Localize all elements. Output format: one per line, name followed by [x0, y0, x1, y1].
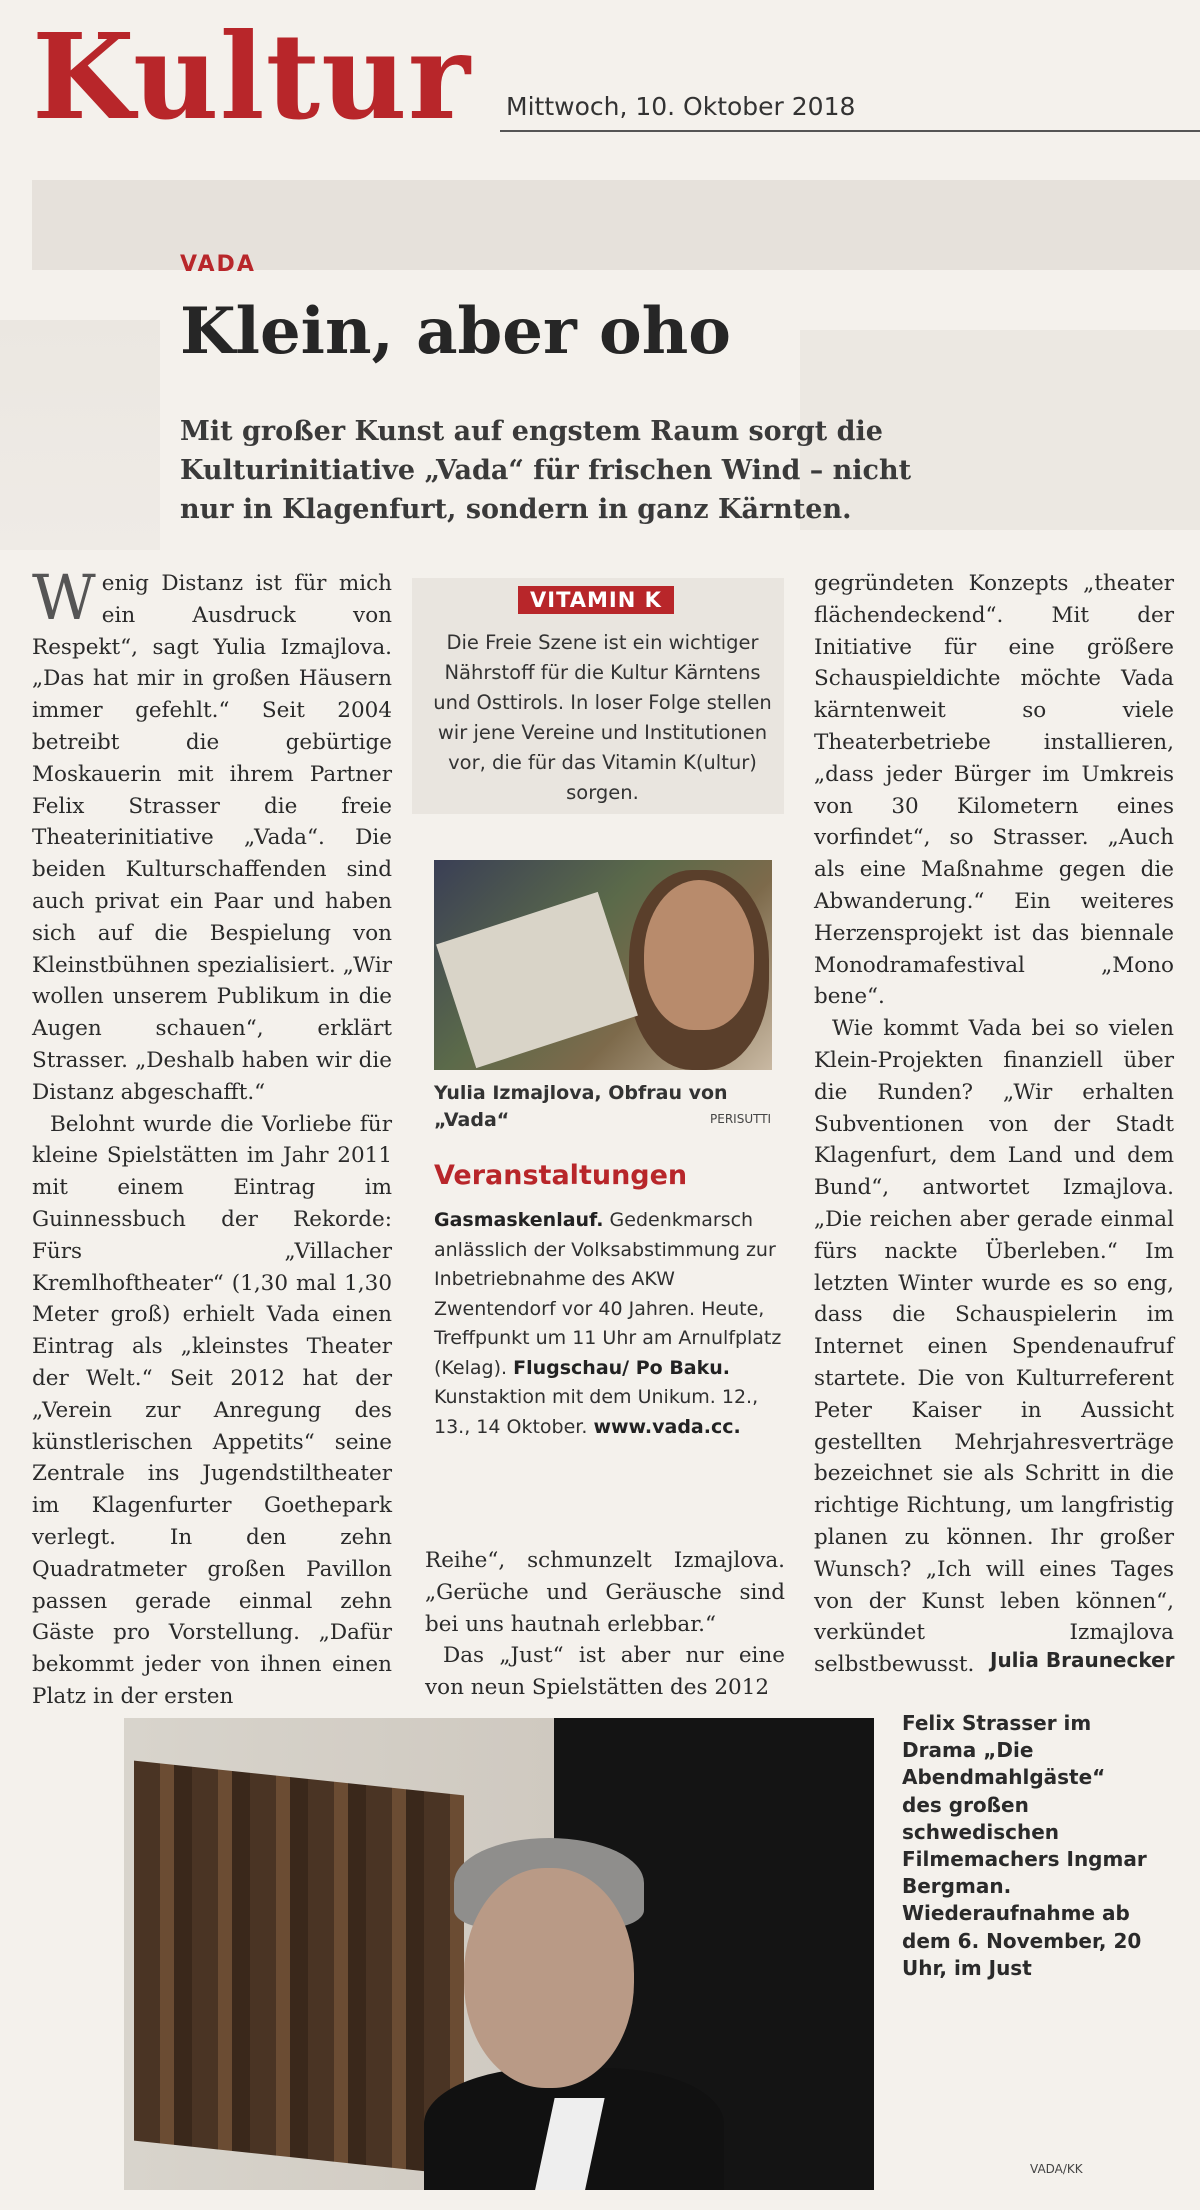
photo2-credit: VADA/KK	[1030, 2162, 1083, 2176]
event-2-link[interactable]: www.vada.cc.	[593, 1415, 741, 1438]
event-1-name: Gasmaskenlauf.	[434, 1209, 604, 1231]
photo1-caption: Yulia Izmajlova, Obfrau von „Vada“	[434, 1082, 728, 1131]
col1-paragraph-2: Belohnt wurde die Vorliebe für kleine Spielstätten im Jahr 2011 mit einem Eintrag im Guinnessbuch der Rekorde: Fürs „Villacher Kremlhoftheater“ (1,30 mal 1,30 Meter groß) erhielt Vada einen Eintrag als „kleinstes Theater der Welt.“ Seit 2012 hat der „Verein zur Anregung des künstlerischen Appetits“ seine Zentrale ins Jugendstiltheater im Klagenfurter Goethepark verlegt. In den zehn Quadratmeter großen Pavillon passen gerade einmal zehn Gäste pro Vorstellung. „Dafür bekommt jeder von ihnen einen Platz in der ersten	[32, 1111, 392, 1709]
col3-paragraph-1: gegründeten Konzepts „theater flächendeckend“. Mit der Initiative für eine größere Schauspieldichte möchte Vada kärntenweit so viele Theaterbetriebe installieren, „dass jeder Bürger im Umkreis von 30 Kilometern eines vorfindet“, so Strasser. „Auch als eine Maßnahme gegen die Abwanderung.“ Ein weiteres Herzensprojekt ist das biennale Monodramafestival „Mono bene“.	[814, 571, 1174, 1010]
article-kicker: VADA	[180, 252, 256, 277]
col2-paragraph-2: Das „Just“ ist aber nur eine von neun Spielstätten des 2012	[425, 1643, 785, 1701]
vitamin-k-badge: VITAMIN K	[518, 586, 674, 614]
drop-cap: W	[32, 561, 96, 634]
article-headline: Klein, aber oho	[180, 294, 731, 369]
article-column-2	[425, 1545, 785, 1704]
event-1-text: Gedenkmarsch anlässlich der Volksabstimmung zur Inbetriebnahme des AKW Zwentendorf vor 40 Jahren. Heute, Treffpunkt um 11 Uhr am Arnulfplatz (Kelag).	[434, 1209, 782, 1379]
wood-carving	[134, 1761, 464, 2176]
col3-paragraph-2: Wie kommt Vada bei so vielen Klein-Projekten finanziell über die Runden? „Wir erhalten Subventionen von der Stadt Klagenfurt, dem Land und dem Bund“, antwortet Izmajlova. „Die reichen aber gerade einmal fürs nackte Überleben.“ Im letzten Winter wurde es so eng, dass die Schauspielerin im Internet einen Spendenaufruf startete. Die von Kulturreferent Peter Kaiser in Aussicht gestellten Mehrjahresverträge bezeichnet sie als Schritt in die richtige Richtung, um langfristig planen zu können. Ihr großer Wunsch? „Ich will eines Tages von der Kunst leben können“, verkündet Izmajlova selbstbewusst.	[814, 1016, 1174, 1678]
photo-felix-strasser	[124, 1718, 874, 2190]
section-title: Kultur	[32, 7, 472, 146]
masthead-divider	[500, 130, 1200, 132]
newspaper-prop	[436, 892, 638, 1068]
event-2-text: Kunstaktion mit dem Unikum. 12., 13., 14 Oktober.	[434, 1386, 759, 1438]
issue-date: Mittwoch, 10. Oktober 2018	[506, 92, 856, 121]
author-byline: Julia Braunecker	[990, 1648, 1175, 1672]
events-list	[434, 1206, 784, 1442]
event-2-name: Flugschau/ Po Baku.	[513, 1356, 731, 1379]
adjacent-column-ghost	[0, 320, 160, 550]
article-column-1	[32, 561, 392, 1713]
photo2-caption: Felix Strasser im Drama „Die Abendmahlgäste“ des großen schwedischen Filmemachers Ingmar Bergman. Wiederaufnahme ab dem 6. November, 20 Uhr, im Just	[902, 1711, 1147, 1980]
col2-paragraph-1: Reihe“, schmunzelt Izmajlova. „Gerüche und Geräusche sind bei uns hautnah erlebbar.“	[425, 1548, 785, 1637]
article-column-3	[814, 568, 1174, 1681]
col1-paragraph-1	[32, 561, 392, 1109]
photo-yulia-izmajlova	[434, 860, 772, 1070]
vitamin-k-text: Die Freie Szene ist ein wichtiger Nährstoff für die Kultur Kärntens und Osttirols. In loser Folge stellen wir jene Vereine und Institutionen vor, die für das Vitamin K(ultur) sorgen.	[433, 631, 772, 804]
col1-paragraph-1-text: enig Distanz ist für mich ein Ausdruck von Respekt“, sagt Yulia Izmajlova. „Das hat mir in großen Häusern immer gefehlt.“ Seit 2004 betreibt die gebürtige Moskauerin mit ihrem Partner Felix Strasser die freie Theaterinitiative „Vada“. Die beiden Kulturschaffenden sind auch privat ein Paar und haben sich auf die Bespielung von Kleinstbühnen spezialisiert. „Wir wollen unserem Publikum in die Augen schauen“, erklärt Strasser. „Deshalb haben wir die Distanz abgeschafft.“	[32, 571, 392, 1105]
events-heading: Veranstaltungen	[434, 1160, 688, 1191]
photo1-credit: PERISUTTI	[710, 1112, 772, 1126]
article-lead: Mit großer Kunst auf engstem Raum sorgt die Kulturinitiative „Vada“ für frischen Wind – nicht nur in Klagenfurt, sondern in ganz Kärnten.	[180, 416, 912, 525]
